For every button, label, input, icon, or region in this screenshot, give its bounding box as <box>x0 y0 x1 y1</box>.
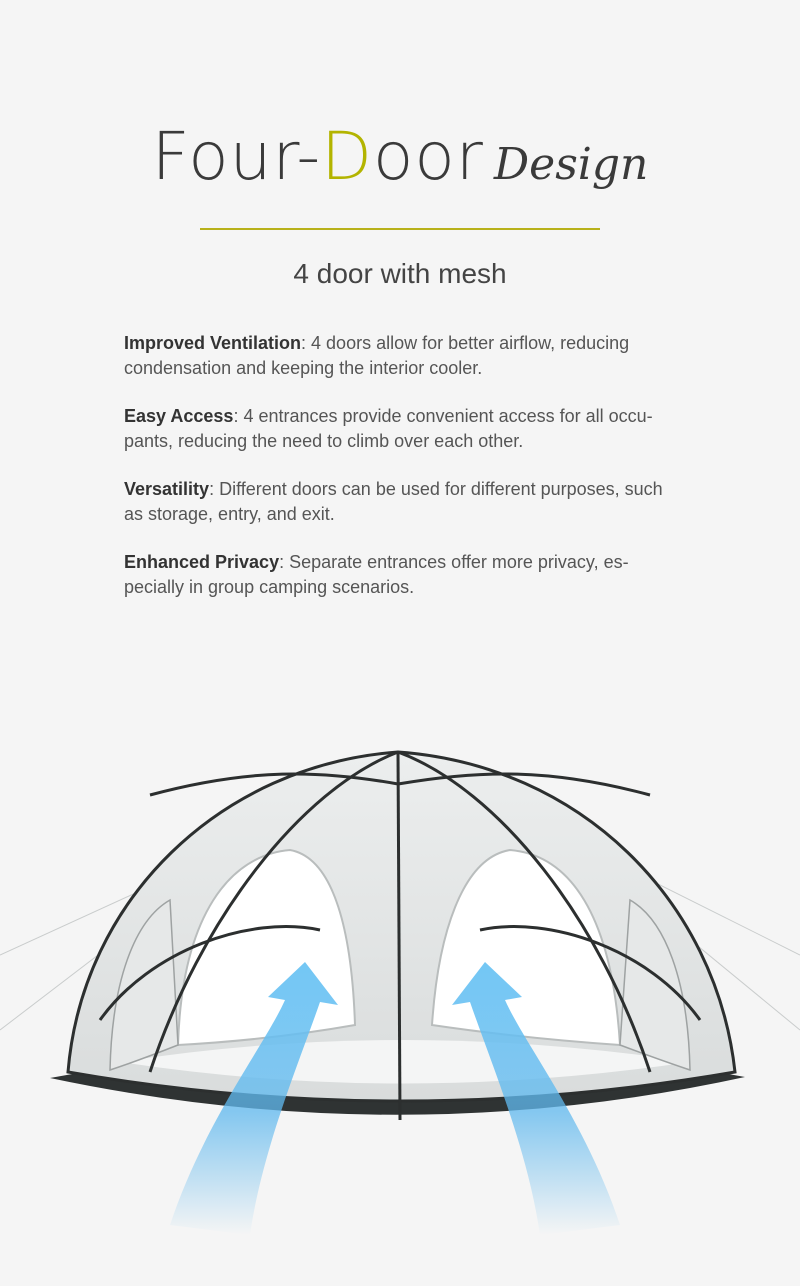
feature-text: : 4 entrances provide convenient access for all occu-pants, reducing the need to climb over each other. <box>124 406 653 451</box>
title-text: Four-Door <box>151 118 484 195</box>
feature-item <box>124 331 684 381</box>
feature-text: : Separate entrances offer more privacy, es-pecially in group camping scenarios. <box>124 552 629 597</box>
title-script-word: Design <box>493 139 649 190</box>
feature-item <box>124 477 684 527</box>
feature-item <box>124 404 684 454</box>
feature-name: Easy Access <box>124 406 234 426</box>
feature-item <box>124 550 684 600</box>
feature-name: Versatility <box>124 479 210 499</box>
feature-name: Enhanced Privacy <box>124 552 280 572</box>
page-title <box>0 118 800 208</box>
title-accent-letter: D <box>321 118 373 195</box>
feature-text: : 4 doors allow for better airflow, reducing condensation and keeping the interior cooler. <box>124 333 630 378</box>
subtitle: 4 door with mesh <box>293 258 507 289</box>
feature-list <box>124 331 684 623</box>
feature-text: : Different doors can be used for different purposes, such as storage, entry, and exit. <box>124 479 663 524</box>
title-divider <box>200 228 600 230</box>
tent-illustration <box>0 700 800 1286</box>
feature-name: Improved Ventilation <box>124 333 302 353</box>
